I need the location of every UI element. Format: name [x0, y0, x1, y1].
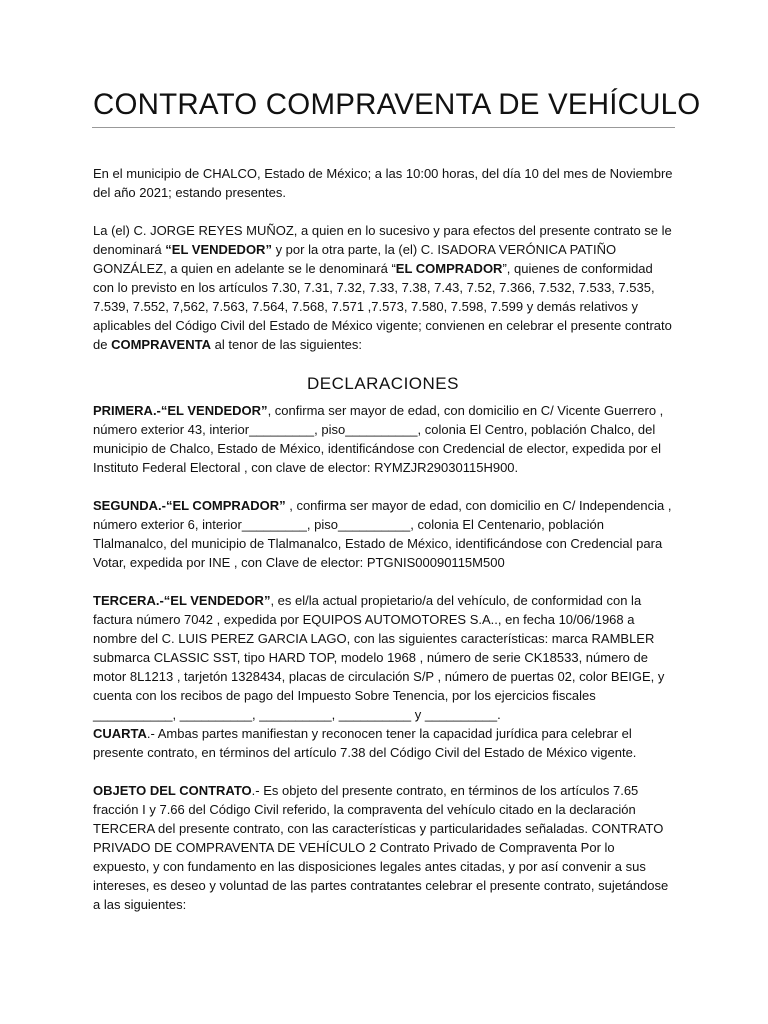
segunda-label: SEGUNDA.-“EL COMPRADOR”	[93, 498, 286, 513]
parties-text-1: La (el) C. JORGE REYES MUÑOZ, a quien en lo sucesivo y para efectos del presente contrato se le denominará	[93, 223, 672, 257]
tercera-label: TERCERA.-“EL VENDEDOR”	[93, 593, 271, 608]
parties-text-3: ”, quienes de conformidad con lo previsto en los artículos 7.30, 7.31, 7.32, 7.33, 7.38, 7.43, 7.52, 7.366, 7.532, 7.533, 7.535, 7.539, 7.552, 7,562, 7.563, 7.564, 7.568, 7.571 ,7.573, 7.580, 7.598, 7.599 y demás relativos y aplicables del Código Civil del Estado de México vigente; convienen en celebrar el presente contrato de	[93, 261, 672, 352]
segunda-text: , confirma ser mayor de edad, con domicilio en C/ Independencia , número exterior 6, interior_________, piso__________, colonia El Centenario, población Tlalmanalco, del municipio de Tlalmanalco, Estado de México, identificándose con Credencial para Votar, expedida por INE , con Clave de elector: PTGNIS00090115M500	[93, 498, 672, 570]
document-title: CONTRATO COMPRAVENTA DE VEHÍCULO	[93, 88, 701, 121]
buyer-term: EL COMPRADOR	[395, 261, 503, 276]
declaration-tercera	[93, 591, 673, 724]
contract-type: COMPRAVENTA	[111, 337, 211, 352]
seller-term: “EL VENDEDOR”	[165, 242, 272, 257]
parties-text-4: al tenor de las siguientes:	[210, 337, 363, 352]
tercera-text: , es el/la actual propietario/a del vehículo, de conformidad con la factura número 7042 , expedida por EQUIPOS AUTOMOTORES S.A.., en fecha 10/06/1968 a nombre del C. LUIS PEREZ GARCIA LAGO, con las siguientes características: marca RAMBLER submarca CLASSIC SST, tipo HARD TOP, modelo 1968 , número de serie CK18533, número de motor 8L1213 , tarjetón 1328434, placas de circulación S/P , número de puertas 02, color BEIGE, y cuenta con los recibos de pago del Impuesto Sobre Tenencia, por los ejercicios fiscales ___________, __________, __________, __________ y __________.	[93, 593, 665, 722]
declaration-segunda	[93, 496, 673, 572]
parties-text-2: y por la otra parte, la (el) C. ISADORA VERÓNICA PATIÑO GONZÁLEZ, a quien en adelante se le denominará “	[93, 242, 617, 276]
declaration-cuarta	[93, 724, 673, 762]
objeto-text: .- Es objeto del presente contrato, en términos de los artículos 7.65 fracción I y 7.66 del Código Civil referido, la compraventa del vehículo citado en la declaración TERCERA del presente contrato, con las características y particularidades señaladas. CONTRATO PRIVADO DE COMPRAVENTA DE VEHÍCULO 2 Contrato Privado de Compraventa Por lo expuesto, y con fundamento en las disposiciones legales antes citadas, y por así convenir a sus intereses, es deseo y voluntad de las partes contratantes celebrar el presente contrato, sujetándose a las siguientes:	[93, 783, 669, 912]
objeto-paragraph	[93, 781, 673, 914]
objeto-label: OBJETO DEL CONTRATO	[93, 783, 252, 798]
cuarta-text: .- Ambas partes manifiestan y reconocen tener la capacidad jurídica para celebrar el presente contrato, en términos del artículo 7.38 del Código Civil del Estado de México vigente.	[93, 726, 637, 760]
title-divider	[92, 127, 675, 128]
primera-text: , confirma ser mayor de edad, con domicilio en C/ Vicente Guerrero , número exterior 43, interior_________, piso__________, colonia El Centro, población Chalco, del municipio de Chalco, Estado de México, identificándose con Credencial de elector, expedida por el Instituto Federal Electoral , con clave de elector: RYMZJR29030115H900.	[93, 403, 664, 475]
document-body	[93, 164, 673, 933]
declaraciones-heading: DECLARACIONES	[307, 374, 459, 393]
cuarta-label: CUARTA	[93, 726, 147, 741]
declaration-primera	[93, 401, 673, 477]
primera-label: PRIMERA.-“EL VENDEDOR”	[93, 403, 268, 418]
parties-paragraph	[93, 221, 673, 354]
intro-paragraph: En el municipio de CHALCO, Estado de México; a las 10:00 horas, del día 10 del mes de Noviembre del año 2021; estando presentes.	[93, 166, 673, 200]
